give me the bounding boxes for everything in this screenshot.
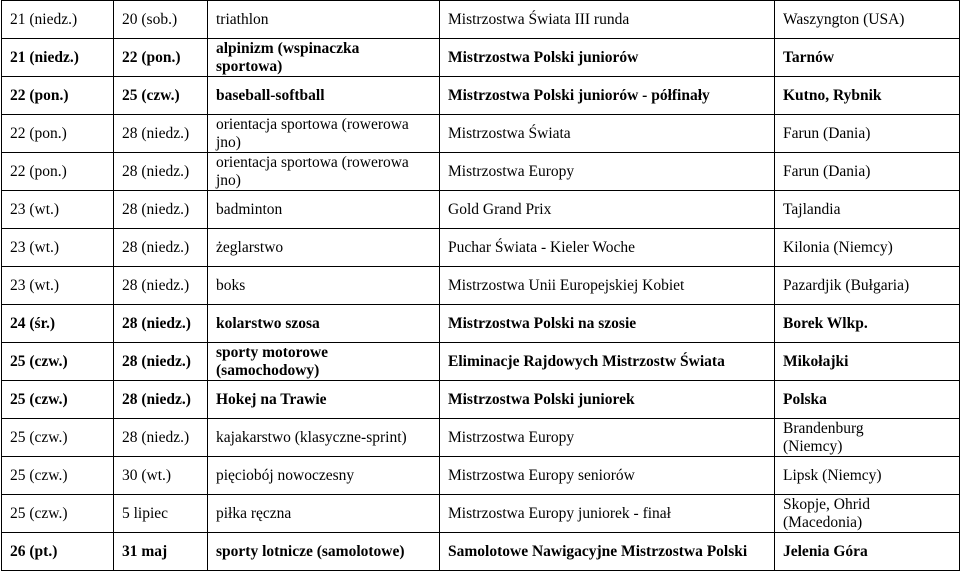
start-date-cell: 25 (czw.) [2, 419, 114, 457]
sport-cell-line: orientacja sportowa (rowerowa [216, 115, 409, 133]
event-cell-line: Mistrzostwa Unii Europejskiej Kobiet [448, 276, 685, 294]
place-cell-line: Pazardjik (Bułgaria) [783, 276, 910, 294]
start-date-cell: 24 (śr.) [2, 305, 114, 343]
sport-cell-line: sporty lotnicze (samolotowe) [216, 542, 405, 560]
table-row [2, 77, 960, 115]
event-cell [440, 39, 775, 77]
sport-cell [208, 267, 440, 305]
event-cell-line: Mistrzostwa Europy [448, 428, 575, 446]
event-cell-line: Mistrzostwa Europy [448, 162, 575, 180]
place-cell [775, 39, 960, 77]
events-table [1, 0, 960, 571]
sport-cell-line: żeglarstwo [216, 238, 284, 256]
place-cell [775, 115, 960, 153]
place-cell [775, 77, 960, 115]
place-cell-line: Brandenburg [783, 419, 864, 437]
start-date-cell: 23 (wt.) [2, 267, 114, 305]
place-cell-line: Jelenia Góra [783, 542, 868, 560]
event-cell [440, 1, 775, 39]
sport-cell [208, 1, 440, 39]
sport-cell [208, 457, 440, 495]
event-cell-line: Samolotowe Nawigacyjne Mistrzostwa Polski [448, 542, 748, 560]
end-date-cell: 25 (czw.) [114, 77, 208, 115]
sport-cell [208, 381, 440, 419]
sport-cell-line: baseball-softball [216, 86, 325, 104]
end-date-cell: 28 (niedz.) [114, 153, 208, 191]
events-table-body [2, 1, 960, 571]
place-cell [775, 381, 960, 419]
event-cell [440, 153, 775, 191]
place-cell-line: Kilonia (Niemcy) [783, 238, 893, 256]
sport-cell-line: orientacja sportowa (rowerowa [216, 153, 409, 171]
event-cell-line: Mistrzostwa Polski juniorów [448, 48, 639, 66]
place-cell-line: Waszyngton (USA) [783, 10, 905, 28]
table-row [2, 153, 960, 191]
place-cell [775, 495, 960, 533]
place-cell [775, 533, 960, 571]
table-row [2, 305, 960, 343]
start-date-cell: 25 (czw.) [2, 457, 114, 495]
sport-cell [208, 39, 440, 77]
event-cell-line: Mistrzostwa Polski juniorek [448, 390, 635, 408]
table-row [2, 191, 960, 229]
event-cell-line: Mistrzostwa Polski na szosie [448, 314, 637, 332]
event-cell-line: Puchar Świata - Kieler Woche [448, 238, 635, 256]
start-date-cell: 22 (pon.) [2, 153, 114, 191]
event-cell [440, 191, 775, 229]
sport-cell-line: alpinizm (wspinaczka [216, 39, 360, 57]
event-cell-line: Mistrzostwa Świata III runda [448, 10, 630, 28]
end-date-cell: 28 (niedz.) [114, 419, 208, 457]
place-cell-line: Tarnów [783, 48, 835, 66]
event-cell [440, 533, 775, 571]
end-date-cell: 20 (sob.) [114, 1, 208, 39]
place-cell [775, 153, 960, 191]
event-cell [440, 381, 775, 419]
sport-cell-line: triathlon [216, 10, 269, 28]
place-cell-line: Kutno, Rybnik [783, 86, 882, 104]
event-cell [440, 229, 775, 267]
place-cell [775, 457, 960, 495]
place-cell [775, 267, 960, 305]
end-date-cell: 28 (niedz.) [114, 191, 208, 229]
event-cell [440, 77, 775, 115]
place-cell [775, 305, 960, 343]
place-cell-line: Lipsk (Niemcy) [783, 466, 882, 484]
sport-cell [208, 153, 440, 191]
table-row [2, 1, 960, 39]
event-cell [440, 419, 775, 457]
place-cell [775, 343, 960, 381]
table-row [2, 419, 960, 457]
start-date-cell: 22 (pon.) [2, 115, 114, 153]
place-cell-line: Mikołajki [783, 352, 849, 370]
place-cell [775, 1, 960, 39]
event-cell-line: Mistrzostwa Polski juniorów - półfinały [448, 86, 710, 104]
end-date-cell: 28 (niedz.) [114, 115, 208, 153]
end-date-cell: 28 (niedz.) [114, 343, 208, 381]
sport-cell [208, 191, 440, 229]
event-cell [440, 457, 775, 495]
table-row [2, 457, 960, 495]
table-row [2, 39, 960, 77]
place-cell [775, 191, 960, 229]
sport-cell [208, 343, 440, 381]
table-row [2, 229, 960, 267]
sport-cell-line: jno) [216, 171, 241, 189]
event-cell [440, 115, 775, 153]
event-cell-line: Gold Grand Prix [448, 200, 552, 218]
table-row [2, 495, 960, 533]
place-cell-line: Skopje, Ohrid [783, 495, 870, 513]
sport-cell-line: badminton [216, 200, 283, 218]
sport-cell-line: sportowa) [216, 57, 283, 75]
place-cell [775, 419, 960, 457]
sport-cell [208, 229, 440, 267]
start-date-cell: 22 (pon.) [2, 77, 114, 115]
sport-cell [208, 533, 440, 571]
table-row [2, 115, 960, 153]
end-date-cell: 30 (wt.) [114, 457, 208, 495]
end-date-cell: 28 (niedz.) [114, 305, 208, 343]
place-cell-line: Farun (Dania) [783, 162, 871, 180]
sport-cell-line: kolarstwo szosa [216, 314, 320, 332]
end-date-cell: 28 (niedz.) [114, 267, 208, 305]
sport-cell [208, 419, 440, 457]
sport-cell-line: kajakarstwo (klasyczne-sprint) [216, 428, 407, 446]
end-date-cell: 31 maj [114, 533, 208, 571]
event-cell-line: Mistrzostwa Europy seniorów [448, 466, 635, 484]
sport-cell-line: pięciobój nowoczesny [216, 466, 355, 484]
start-date-cell: 25 (czw.) [2, 495, 114, 533]
place-cell [775, 229, 960, 267]
table-row [2, 533, 960, 571]
start-date-cell: 23 (wt.) [2, 191, 114, 229]
start-date-cell: 23 (wt.) [2, 229, 114, 267]
start-date-cell: 25 (czw.) [2, 343, 114, 381]
start-date-cell: 26 (pt.) [2, 533, 114, 571]
event-cell [440, 305, 775, 343]
place-cell-line: Borek Wlkp. [783, 314, 868, 332]
sport-cell-line: (samochodowy) [216, 361, 320, 379]
place-cell-line: Polska [783, 390, 827, 408]
end-date-cell: 28 (niedz.) [114, 229, 208, 267]
sport-cell [208, 495, 440, 533]
event-cell-line: Mistrzostwa Świata [448, 124, 571, 142]
event-cell-line: Mistrzostwa Europy juniorek - finał [448, 504, 671, 522]
table-row [2, 343, 960, 381]
place-cell-line: (Niemcy) [783, 437, 843, 455]
end-date-cell: 28 (niedz.) [114, 381, 208, 419]
end-date-cell: 5 lipiec [114, 495, 208, 533]
event-cell [440, 267, 775, 305]
table-row [2, 267, 960, 305]
sport-cell-line: jno) [216, 133, 241, 151]
event-cell [440, 343, 775, 381]
sport-cell [208, 115, 440, 153]
start-date-cell: 25 (czw.) [2, 381, 114, 419]
sport-cell-line: Hokej na Trawie [216, 390, 327, 408]
place-cell-line: (Macedonia) [783, 513, 863, 531]
event-cell [440, 495, 775, 533]
event-cell-line: Eliminacje Rajdowych Mistrzostw Świata [448, 352, 725, 370]
sport-cell [208, 305, 440, 343]
sport-cell [208, 77, 440, 115]
end-date-cell: 22 (pon.) [114, 39, 208, 77]
sport-cell-line: piłka ręczna [216, 504, 292, 522]
start-date-cell: 21 (niedz.) [2, 39, 114, 77]
place-cell-line: Farun (Dania) [783, 124, 871, 142]
start-date-cell: 21 (niedz.) [2, 1, 114, 39]
sport-cell-line: boks [216, 276, 246, 294]
table-row [2, 381, 960, 419]
place-cell-line: Tajlandia [783, 200, 841, 218]
sport-cell-line: sporty motorowe [216, 343, 329, 361]
